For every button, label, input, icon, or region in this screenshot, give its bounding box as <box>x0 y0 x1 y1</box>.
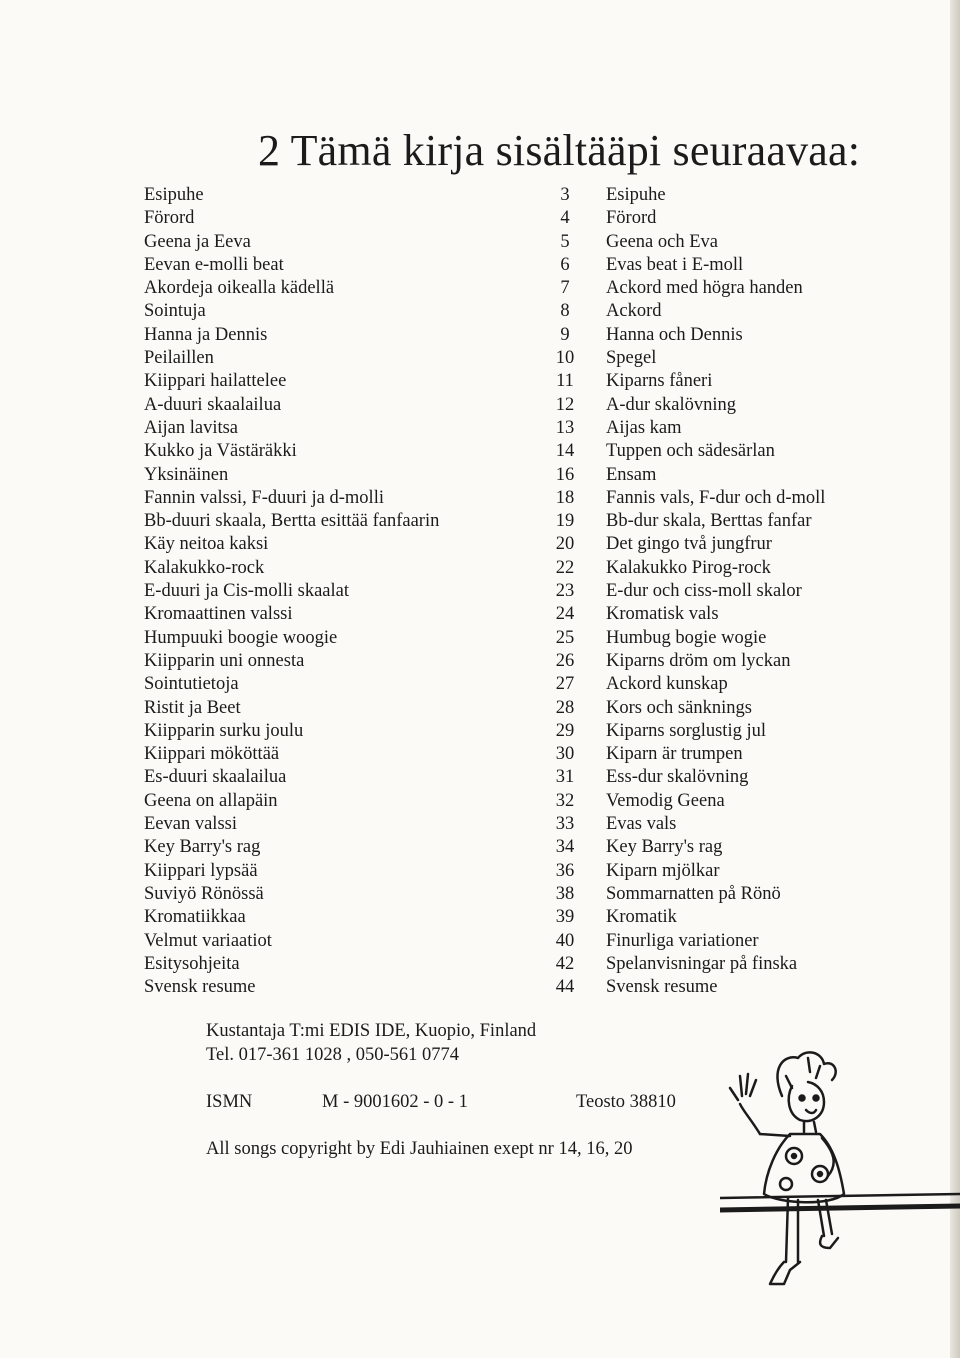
toc-page-number: 29 <box>555 720 575 741</box>
toc-swedish-title: Ess-dur skalövning <box>606 767 749 788</box>
toc-swedish-title: Esipuhe <box>606 185 666 205</box>
toc-swedish-title: Spelanvisningar på finska <box>606 953 798 974</box>
toc-swedish-title: Ackord med högra handen <box>606 278 803 299</box>
table-of-contents <box>144 184 864 999</box>
toc-swedish-title: Kiparns fåneri <box>606 371 713 392</box>
toc-finnish-title: Velmut variaatiot <box>144 930 272 951</box>
toc-page-number: 25 <box>555 627 575 648</box>
toc-finnish-title: Kiippari hailattelee <box>144 371 287 392</box>
toc-row <box>144 464 864 487</box>
ismn-label: ISMN <box>206 1092 253 1112</box>
toc-finnish-title: Kukko ja Västäräkki <box>144 441 297 462</box>
toc-finnish-title: Yksinäinen <box>144 464 229 485</box>
toc-finnish-title: A-duuri skaalailua <box>144 394 282 415</box>
toc-finnish-title: Kromaattinen valssi <box>144 604 293 625</box>
page-title: 2 Tämä kirja sisältääpi seuraavaa: <box>258 126 861 176</box>
toc-swedish-title: Evas beat i E-moll <box>606 254 744 275</box>
ismn-value: M - 9001602 - 0 - 1 <box>322 1092 468 1112</box>
toc-page-number: 44 <box>555 977 575 998</box>
toc-finnish-title: Geena ja Eeva <box>144 231 251 252</box>
toc-finnish-title: Kiipparin surku joulu <box>144 720 304 741</box>
toc-finnish-title: Eevan e-molli beat <box>144 254 284 275</box>
toc-swedish-title: Evas vals <box>606 814 677 835</box>
toc-swedish-title: Kiparns dröm om lyckan <box>606 650 791 671</box>
toc-page-number: 30 <box>555 744 575 765</box>
toc-page-number: 42 <box>555 953 575 974</box>
toc-finnish-title: Esipuhe <box>144 185 204 205</box>
toc-row <box>144 533 864 556</box>
toc-row <box>144 790 864 813</box>
toc-finnish-title: Sointuja <box>144 301 206 322</box>
toc-row <box>144 930 864 953</box>
toc-finnish-title: Es-duuri skaalailua <box>144 767 287 788</box>
toc-row <box>144 184 864 207</box>
toc-finnish-title: Humpuuki boogie woogie <box>144 627 338 648</box>
copyright-line: All songs copyright by Edi Jauhiainen exept nr 14, 16, 20 <box>206 1139 633 1159</box>
toc-row <box>144 627 864 650</box>
toc-swedish-title: Hanna och Dennis <box>606 324 743 345</box>
toc-finnish-title: Key Barry's rag <box>144 837 261 858</box>
toc-row <box>144 347 864 370</box>
toc-row <box>144 953 864 976</box>
toc-row <box>144 207 864 230</box>
toc-row <box>144 650 864 673</box>
toc-page-number: 24 <box>555 604 575 625</box>
toc-swedish-title: Kors och sänknings <box>606 697 752 718</box>
toc-swedish-title: Aijas kam <box>606 417 682 438</box>
toc-row <box>144 557 864 580</box>
toc-row <box>144 603 864 626</box>
toc-row <box>144 324 864 347</box>
toc-page-number: 34 <box>555 837 575 858</box>
toc-swedish-title: Kiparns sorglustig jul <box>606 720 766 741</box>
toc-page-number: 11 <box>556 371 574 392</box>
toc-page-number: 33 <box>555 814 575 835</box>
toc-row <box>144 231 864 254</box>
toc-finnish-title: Sointutietoja <box>144 674 239 695</box>
toc-finnish-title: Kiippari lypsää <box>144 860 258 881</box>
toc-page-number: 9 <box>560 324 570 345</box>
toc-row <box>144 254 864 277</box>
toc-finnish-title: Käy neitoa kaksi <box>144 534 269 555</box>
toc-finnish-title: Suviyö Rönössä <box>144 883 264 904</box>
toc-row <box>144 673 864 696</box>
toc-finnish-title: Förord <box>144 208 195 229</box>
toc-finnish-title: Kiippari mököttää <box>144 744 280 765</box>
toc-page-number: 26 <box>555 650 575 671</box>
toc-swedish-title: Ensam <box>606 464 657 485</box>
toc-swedish-title: Vemodig Geena <box>606 790 725 811</box>
toc-swedish-title: Kiparn är trumpen <box>606 744 743 765</box>
toc-swedish-title: Finurliga variationer <box>606 930 759 951</box>
toc-finnish-title: Ristit ja Beet <box>144 697 241 718</box>
toc-finnish-title: Kiipparin uni onnesta <box>144 650 305 671</box>
phone-line: Tel. 017-361 1028 , 050-561 0774 <box>206 1045 460 1065</box>
toc-page-number: 3 <box>560 185 570 205</box>
toc-swedish-title: Spegel <box>606 348 657 369</box>
toc-swedish-title: Svensk resume <box>606 977 718 998</box>
toc-swedish-title: Ackord <box>606 301 662 322</box>
toc-page-number: 5 <box>560 231 570 252</box>
toc-row <box>144 440 864 463</box>
toc-swedish-title: Fannis vals, F-dur och d-moll <box>606 487 826 508</box>
toc-page-number: 23 <box>555 581 575 602</box>
toc-page-number: 39 <box>555 907 575 928</box>
toc-row <box>144 697 864 720</box>
toc-page-number: 19 <box>555 511 575 532</box>
toc-page-number: 18 <box>555 487 575 508</box>
toc-finnish-title: Bb-duuri skaala, Bertta esittää fanfaarin <box>144 511 440 532</box>
toc-page-number: 10 <box>555 348 575 369</box>
toc-finnish-title: Kalakukko-rock <box>144 557 265 578</box>
toc-swedish-title: Sommarnatten på Rönö <box>606 883 781 904</box>
toc-row <box>144 370 864 393</box>
toc-page-number: 14 <box>555 441 575 462</box>
toc-row <box>144 836 864 859</box>
toc-page-number: 4 <box>560 208 570 229</box>
toc-finnish-title: Akordeja oikealla kädellä <box>144 278 335 299</box>
toc-swedish-title: Ackord kunskap <box>606 674 728 695</box>
toc-swedish-title: Kiparn mjölkar <box>606 860 720 881</box>
toc-row <box>144 720 864 743</box>
toc-swedish-title: A-dur skalövning <box>606 394 736 415</box>
toc-page-number: 13 <box>555 417 575 438</box>
toc-row <box>144 976 864 999</box>
toc-swedish-title: Geena och Eva <box>606 231 718 252</box>
toc-row <box>144 510 864 533</box>
toc-page-number: 31 <box>555 767 575 788</box>
toc-page-number: 32 <box>555 790 575 811</box>
toc-row <box>144 580 864 603</box>
toc-row <box>144 277 864 300</box>
toc-row <box>144 883 864 906</box>
toc-page-number: 40 <box>555 930 575 951</box>
toc-row <box>144 906 864 929</box>
cartoon-girl-illustration <box>720 1048 960 1308</box>
teosto-number: Teosto 38810 <box>576 1092 676 1112</box>
toc-swedish-title: Humbug bogie wogie <box>606 627 767 648</box>
toc-page-number: 38 <box>555 883 575 904</box>
toc-finnish-title: Esitysohjeita <box>144 953 240 974</box>
toc-swedish-title: Tuppen och sädesärlan <box>606 441 775 462</box>
toc-swedish-title: Kromatisk vals <box>606 604 719 625</box>
toc-row <box>144 417 864 440</box>
toc-page-number: 12 <box>555 394 575 415</box>
toc-finnish-title: E-duuri ja Cis-molli skaalat <box>144 581 349 602</box>
toc-finnish-title: Eevan valssi <box>144 814 237 835</box>
toc-page-number: 16 <box>555 464 575 485</box>
toc-finnish-title: Peilaillen <box>144 348 214 369</box>
toc-page-number: 22 <box>555 557 575 578</box>
toc-swedish-title: Förord <box>606 208 657 229</box>
toc-swedish-title: Kalakukko Pirog-rock <box>606 557 771 578</box>
toc-swedish-title: Det gingo två jungfrur <box>606 534 772 555</box>
toc-row <box>144 860 864 883</box>
toc-page-number: 7 <box>560 278 570 299</box>
toc-finnish-title: Svensk resume <box>144 977 256 998</box>
toc-page-number: 20 <box>555 534 575 555</box>
toc-row <box>144 813 864 836</box>
toc-page-number: 27 <box>555 674 575 695</box>
toc-page-number: 36 <box>555 860 575 881</box>
toc-row <box>144 300 864 323</box>
toc-swedish-title: E-dur och ciss-moll skalor <box>606 581 802 602</box>
toc-row <box>144 743 864 766</box>
toc-row <box>144 487 864 510</box>
toc-row <box>144 394 864 417</box>
toc-swedish-title: Kromatik <box>606 907 677 928</box>
toc-swedish-title: Bb-dur skala, Berttas fanfar <box>606 511 812 532</box>
toc-page-number: 8 <box>560 301 570 322</box>
toc-finnish-title: Aijan lavitsa <box>144 417 239 438</box>
toc-finnish-title: Fannin valssi, F-duuri ja d-molli <box>144 487 384 508</box>
toc-finnish-title: Hanna ja Dennis <box>144 324 268 345</box>
toc-page-number: 6 <box>560 254 570 275</box>
toc-swedish-title: Key Barry's rag <box>606 837 723 858</box>
publisher-line: Kustantaja T:mi EDIS IDE, Kuopio, Finland <box>206 1021 537 1041</box>
toc-finnish-title: Kromatiikkaa <box>144 907 246 928</box>
toc-page-number: 28 <box>555 697 575 718</box>
toc-finnish-title: Geena on allapäin <box>144 790 278 811</box>
toc-row <box>144 766 864 789</box>
